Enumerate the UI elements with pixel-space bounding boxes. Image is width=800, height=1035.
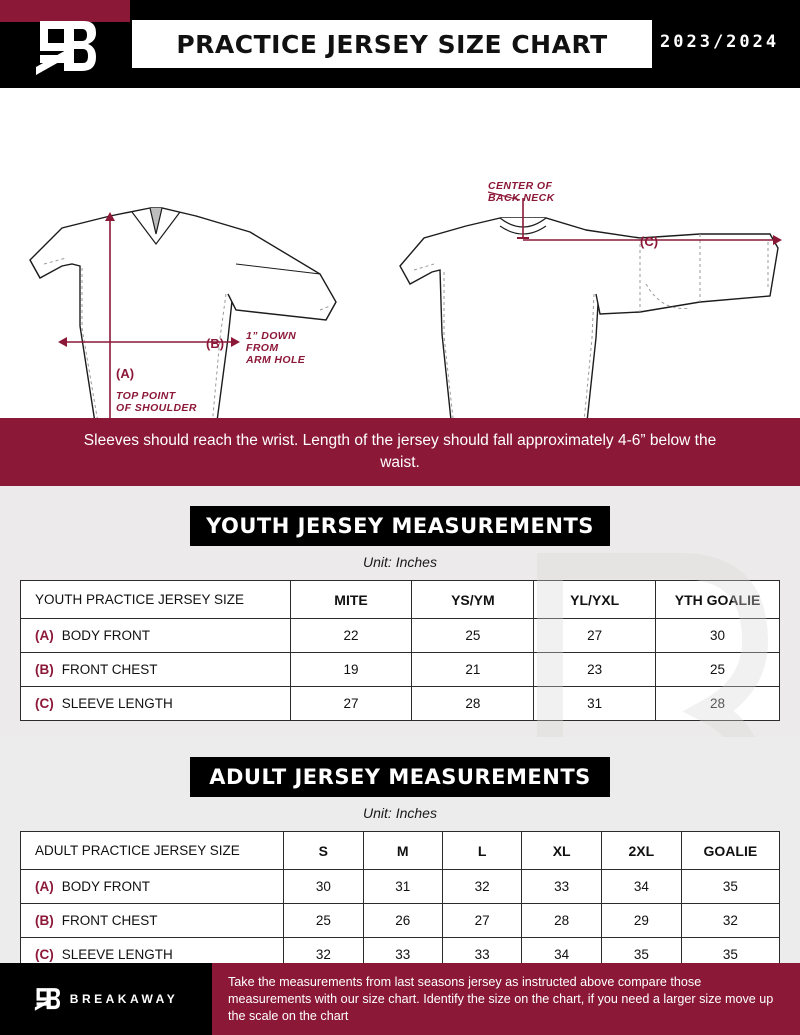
jersey-front-icon bbox=[30, 208, 336, 418]
adult-row-1-label bbox=[21, 904, 284, 938]
adult-r1-c1: 26 bbox=[363, 904, 442, 938]
youth-band-title: YOUTH JERSEY MEASUREMENTS bbox=[190, 506, 610, 546]
table-row bbox=[21, 653, 780, 687]
youth-r1-c2: 23 bbox=[534, 653, 656, 687]
adult-col-1: M bbox=[363, 832, 442, 870]
adult-r2-c4: 35 bbox=[601, 938, 681, 972]
youth-r0-c1: 25 bbox=[412, 619, 534, 653]
adult-r0-c2: 32 bbox=[442, 870, 521, 904]
table-row bbox=[21, 870, 780, 904]
table-header-row bbox=[21, 832, 780, 870]
adult-r1-c5: 32 bbox=[681, 904, 779, 938]
row-label: SLEEVE LENGTH bbox=[61, 947, 173, 962]
adult-r0-c0: 30 bbox=[284, 870, 363, 904]
row-label: FRONT CHEST bbox=[61, 913, 158, 928]
marker-a: (A) bbox=[116, 366, 135, 381]
adult-size-header: ADULT PRACTICE JERSEY SIZE bbox=[21, 832, 284, 870]
youth-measurements-table bbox=[20, 580, 780, 721]
brand-logo bbox=[0, 0, 130, 88]
youth-section bbox=[0, 486, 800, 737]
youth-row-1-label bbox=[21, 653, 291, 687]
jersey-diagram bbox=[0, 88, 800, 418]
marker-c: (C) bbox=[35, 947, 54, 962]
youth-r0-c3: 30 bbox=[656, 619, 780, 653]
page-footer bbox=[0, 963, 800, 1035]
marker-a: (A) bbox=[35, 879, 54, 894]
marker-b: (B) bbox=[206, 336, 225, 351]
adult-r2-c5: 35 bbox=[681, 938, 779, 972]
adult-col-4: 2XL bbox=[601, 832, 681, 870]
table-row bbox=[21, 619, 780, 653]
label-center-back-neck: CENTER OF BACK NECK bbox=[488, 180, 555, 204]
youth-r2-c0: 27 bbox=[290, 687, 412, 721]
adult-r0-c3: 33 bbox=[522, 870, 602, 904]
jersey-back-icon bbox=[400, 218, 778, 418]
marker-a: (A) bbox=[35, 628, 54, 643]
season-label: 2023/2024 bbox=[660, 32, 780, 52]
table-row bbox=[21, 904, 780, 938]
note-bar bbox=[0, 418, 800, 486]
adult-r1-c4: 29 bbox=[601, 904, 681, 938]
youth-r1-c0: 19 bbox=[290, 653, 412, 687]
youth-r2-c2: 31 bbox=[534, 687, 656, 721]
adult-r2-c0: 32 bbox=[284, 938, 363, 972]
label-top-point-shoulder: TOP POINT OF SHOULDER bbox=[116, 390, 197, 414]
youth-row-2-label bbox=[21, 687, 291, 721]
youth-unit-label: Unit: Inches bbox=[363, 554, 437, 570]
adult-r1-c3: 28 bbox=[522, 904, 602, 938]
breakaway-b-logo-icon bbox=[34, 986, 60, 1012]
adult-r1-c0: 25 bbox=[284, 904, 363, 938]
marker-c: (C) bbox=[640, 234, 659, 249]
adult-col-5: GOALIE bbox=[681, 832, 779, 870]
youth-r2-c3: 28 bbox=[656, 687, 780, 721]
youth-size-header: YOUTH PRACTICE JERSEY SIZE bbox=[21, 581, 291, 619]
adult-r1-c2: 27 bbox=[442, 904, 521, 938]
marker-b: (B) bbox=[35, 913, 54, 928]
adult-r2-c3: 34 bbox=[522, 938, 602, 972]
youth-r0-c0: 22 bbox=[290, 619, 412, 653]
breakaway-b-logo-icon bbox=[34, 19, 96, 75]
footer-brand-name: BREAKAWAY bbox=[69, 992, 179, 1006]
row-label: BODY FRONT bbox=[61, 628, 151, 643]
adult-r0-c4: 34 bbox=[601, 870, 681, 904]
adult-measurements-table bbox=[20, 831, 780, 972]
adult-row-0-label bbox=[21, 870, 284, 904]
adult-r2-c1: 33 bbox=[363, 938, 442, 972]
youth-col-0: MITE bbox=[290, 581, 412, 619]
adult-r2-c2: 33 bbox=[442, 938, 521, 972]
row-label: BODY FRONT bbox=[61, 879, 151, 894]
page-title: PRACTICE JERSEY SIZE CHART bbox=[176, 29, 608, 59]
youth-row-0-label bbox=[21, 619, 291, 653]
adult-col-2: L bbox=[442, 832, 521, 870]
table-row bbox=[21, 687, 780, 721]
page-header bbox=[0, 0, 800, 88]
adult-col-3: XL bbox=[522, 832, 602, 870]
footer-brand bbox=[0, 963, 212, 1035]
footer-instructions bbox=[212, 963, 800, 1035]
adult-r0-c5: 35 bbox=[681, 870, 779, 904]
youth-col-3: YTH GOALIE bbox=[656, 581, 780, 619]
youth-r2-c1: 28 bbox=[412, 687, 534, 721]
adult-section bbox=[0, 737, 800, 988]
label-one-inch-down: 1” DOWN FROM ARM HOLE bbox=[246, 330, 306, 366]
adult-band-title: ADULT JERSEY MEASUREMENTS bbox=[190, 757, 610, 797]
row-label: SLEEVE LENGTH bbox=[61, 696, 173, 711]
marker-b: (B) bbox=[35, 662, 54, 677]
note-text: Sleeves should reach the wrist. Length of the jersey should fall approximately 4-6” below the waist. bbox=[83, 432, 717, 471]
youth-r1-c1: 21 bbox=[412, 653, 534, 687]
row-label: FRONT CHEST bbox=[61, 662, 158, 677]
youth-r0-c2: 27 bbox=[534, 619, 656, 653]
table-header-row bbox=[21, 581, 780, 619]
adult-r0-c1: 31 bbox=[363, 870, 442, 904]
youth-r1-c3: 25 bbox=[656, 653, 780, 687]
page-title-box bbox=[132, 20, 652, 68]
marker-c: (C) bbox=[35, 696, 54, 711]
adult-unit-label: Unit: Inches bbox=[363, 805, 437, 821]
footer-instructions-text: Take the measurements from last seasons jersey as instructed above compare those measurements with our size chart. Identify the size on the chart, if you need a larger size move up the scale on the chart bbox=[228, 974, 774, 1023]
adult-col-0: S bbox=[284, 832, 363, 870]
youth-col-1: YS/YM bbox=[412, 581, 534, 619]
youth-col-2: YL/YXL bbox=[534, 581, 656, 619]
